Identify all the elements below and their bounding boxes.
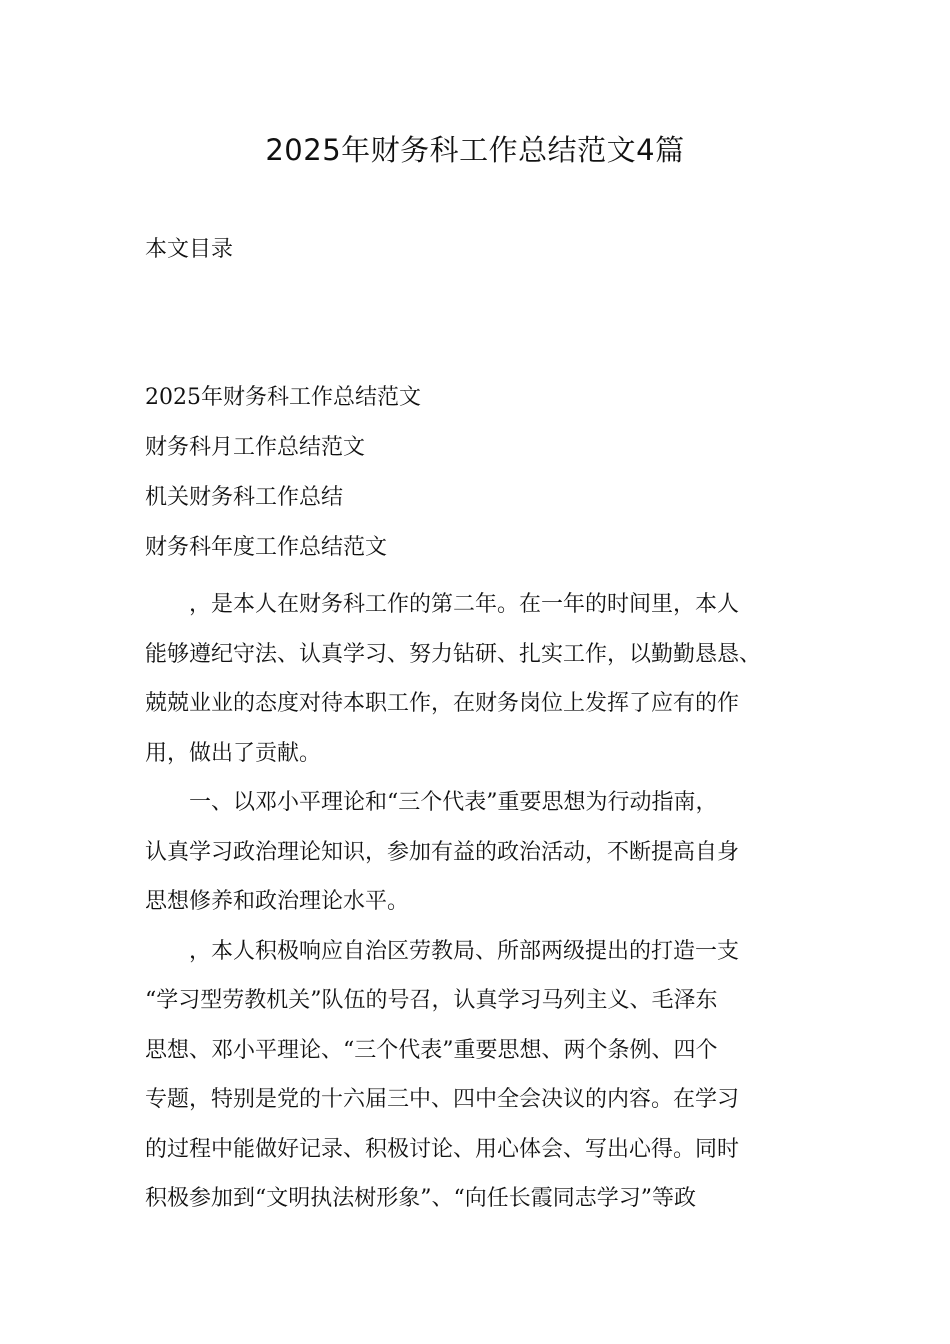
text-line: 思想修养和政治理论水平。 [145,889,410,914]
text-line: ，是本人在财务科工作的第二年。在一年的时间里，本人 [189,592,740,617]
toc-item: 财务科月工作总结范文 [145,435,366,460]
text-line: 的过程中能做好记录、积极讨论、用心体会、写出心得。同时 [145,1136,740,1162]
toc-item: 财务科年度工作总结范文 [145,535,388,560]
text-line: 用，做出了贡献。 [145,740,322,766]
body-paragraph [145,580,825,778]
document-title: 2025年财务科工作总结范文4篇 [265,133,685,167]
text-line: 积极参加到“文明执法树形象”、“向任长霞同志学习”等政 [145,1186,696,1211]
toc-item: 2025年财务科工作总结范文 [145,385,421,410]
body-paragraph [145,778,825,927]
text-line: 思想、邓小平理论、“三个代表”重要思想、两个条例、四个 [145,1037,718,1063]
body-text [145,580,825,1224]
text-line: “学习型劳教机关”队伍的号召，认真学习马列主义、毛泽东 [145,988,718,1013]
text-line: 兢兢业业的态度对待本职工作，在财务岗位上发挥了应有的作 [145,691,740,716]
text-line: 一、以邓小平理论和“三个代表”重要思想为行动指南， [189,790,718,815]
table-of-contents [145,380,825,580]
toc-heading: 本文目录 [145,237,234,262]
text-line: 认真学习政治理论知识，参加有益的政治活动，不断提高自身 [145,839,740,865]
text-line: 能够遵纪守法、认真学习、努力钻研、扎实工作，以勤勤恳恳、 [145,641,762,667]
body-paragraph [145,927,825,1224]
toc-item: 机关财务科工作总结 [145,485,344,510]
text-line: 专题，特别是党的十六届三中、四中全会决议的内容。在学习 [145,1087,740,1112]
text-line: ，本人积极响应自治区劳教局、所部两级提出的打造一支 [189,938,740,964]
